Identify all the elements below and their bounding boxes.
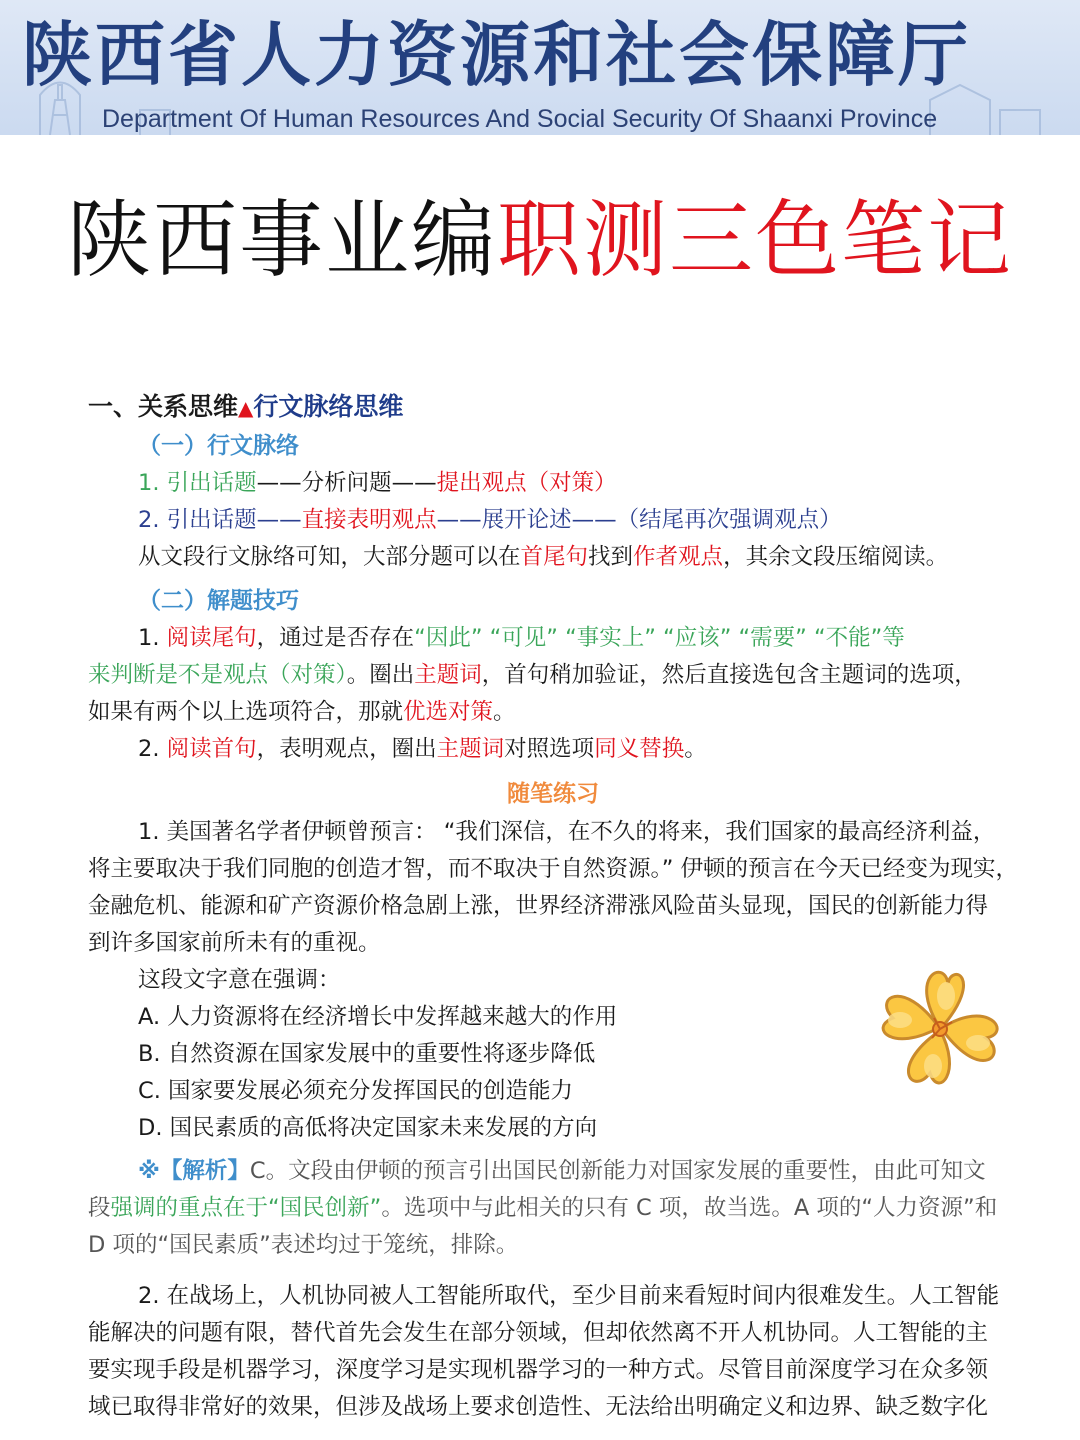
analysis-l2b: 强调的重点在于“国民创新” bbox=[110, 1195, 382, 1221]
tip1-j: 优选对策 bbox=[403, 699, 494, 725]
flow-item-2-b: 直接表明观点 bbox=[301, 507, 437, 533]
option-b: B. 自然资源在国家发展中的重要性将逐步降低 bbox=[138, 1041, 596, 1067]
flow-item-1-a: 1. 引出话题 bbox=[138, 470, 257, 496]
q1-line: 将主要取决于我们同胞的创造才智，而不取决于自然资源。” 伊顿的预言在今天已经变为现实， bbox=[88, 856, 1019, 882]
tip1-k: 。 bbox=[493, 699, 516, 725]
analysis-label: ※【解析】 bbox=[138, 1158, 250, 1184]
subsection-heading-2: （二）解题技巧 bbox=[138, 588, 299, 614]
flow-item-2-c: ——展开论述——（结尾再次强调观点） bbox=[436, 507, 842, 533]
q1-line: 1. 美国著名学者伊顿曾预言： “我们深信，在不久的将来，我们国家的最高经济利益， bbox=[138, 819, 996, 845]
q2-line: 要实现手段是机器学习，深度学习是实现机器学习的一种方式。尽管目前深度学习在众多领 bbox=[88, 1357, 989, 1383]
title-red-part: 职测三色笔记 bbox=[497, 191, 1014, 289]
analysis-l1: C。文段由伊顿的预言引出国民创新能力对国家发展的重要性，由此可知文 bbox=[249, 1158, 986, 1184]
triangle-icon: ▲ bbox=[238, 396, 254, 420]
notes-content bbox=[88, 388, 1018, 1426]
analysis-line-2 bbox=[88, 1190, 1018, 1227]
subsection-heading-1: （一）行文脉络 bbox=[138, 433, 299, 459]
page-title bbox=[0, 190, 1080, 290]
header-banner bbox=[0, 0, 1080, 135]
flow-item-2 bbox=[88, 502, 1018, 539]
tip2-b: 阅读首句 bbox=[166, 736, 257, 762]
flow-item-1-b: ——分析问题—— bbox=[256, 470, 437, 496]
summary-a: 从文段行文脉络可知，大部分题可以在 bbox=[138, 544, 521, 570]
option-c: C. 国家要发展必须充分发挥国民的创造能力 bbox=[138, 1078, 574, 1104]
tip2-c: ，表明观点，圈出 bbox=[256, 736, 437, 762]
flow-item-1 bbox=[88, 465, 1018, 502]
option-d: D. 国民素质的高低将决定国家未来发展的方向 bbox=[138, 1115, 598, 1141]
q2-line: 域已取得非常好的效果，但涉及战场上要求创造性、无法给出明确定义和边界、缺乏数字化 bbox=[88, 1394, 989, 1420]
tip1-g: 主题词 bbox=[414, 662, 482, 688]
analysis-line-1 bbox=[88, 1153, 1018, 1190]
flow-item-1-c: 提出观点（对策） bbox=[436, 470, 617, 496]
q2-line: 能解决的问题有限，替代首先会发生在部分领域，但却依然离不开人机协同。人工智能的主 bbox=[88, 1320, 989, 1346]
section-heading-blue: 行文脉络思维 bbox=[253, 392, 404, 421]
q2-line: 2. 在战场上，人机协同被人工智能所取代，至少目前来看短时间内很难发生。人工智能 bbox=[138, 1283, 1000, 1309]
section-heading bbox=[88, 388, 1018, 427]
summary-b: 首尾句 bbox=[520, 544, 589, 570]
banner-subtitle: Department Of Human Resources And Social Security Of Shaanxi Province bbox=[102, 105, 938, 133]
summary-c: 找到 bbox=[588, 544, 634, 570]
section-heading-prefix: 一、关系思维 bbox=[88, 392, 239, 421]
tip1-d: “因此” “可见” “事实上” “应该” “需要” “不能”等 bbox=[414, 625, 905, 651]
tip1-c: ，通过是否存在 bbox=[256, 625, 415, 651]
tip2-e: 对照选项 bbox=[504, 736, 595, 762]
tip1-f: 。圈出 bbox=[346, 662, 415, 688]
flow-summary bbox=[88, 539, 1018, 576]
summary-e: ，其余文段压缩阅读。 bbox=[723, 544, 949, 570]
tip1-a: 1. bbox=[138, 625, 167, 651]
tip2-g: 。 bbox=[684, 736, 707, 762]
practice-title: 随笔练习 bbox=[507, 781, 599, 807]
tip-1-line-3 bbox=[88, 694, 1018, 731]
analysis-l2c: 。选项中与此相关的只有 C 项，故当选。A 项的“人力资源”和 bbox=[381, 1195, 998, 1221]
title-black-part: 陕西事业编 bbox=[66, 191, 497, 289]
tip2-d: 主题词 bbox=[436, 736, 505, 762]
tip2-f: 同义替换 bbox=[594, 736, 685, 762]
q1-line: 金融危机、能源和矿产资源价格急剧上涨，世界经济滞涨风险苗头显现，国民的创新能力得 bbox=[88, 893, 989, 919]
q1-prompt: 这段文字意在强调： bbox=[138, 967, 341, 993]
tip1-i: 如果有两个以上选项符合，那就 bbox=[88, 699, 404, 725]
option-a: A. 人力资源将在经济增长中发挥越来越大的作用 bbox=[138, 1004, 618, 1030]
tip-2 bbox=[88, 731, 1018, 768]
tip1-e: 来判断是不是观点（对策） bbox=[88, 662, 347, 688]
flower-sticker-icon bbox=[868, 958, 1013, 1098]
q1-line: 到许多国家前所未有的重视。 bbox=[88, 930, 381, 956]
tip-1-line-1 bbox=[88, 620, 1018, 657]
banner-title: 陕西省人力资源和社会保障厅 bbox=[22, 14, 971, 96]
summary-d: 作者观点 bbox=[633, 544, 724, 570]
tip1-h: ，首句稍加验证，然后直接选包含主题词的选项， bbox=[481, 662, 977, 688]
analysis-line-3: D 项的“国民素质”表述均过于笼统，排除。 bbox=[88, 1232, 519, 1258]
tip1-b: 阅读尾句 bbox=[166, 625, 257, 651]
tip-1-line-2 bbox=[88, 657, 1018, 694]
tip2-a: 2. bbox=[138, 736, 167, 762]
flow-item-2-a: 2. 引出话题—— bbox=[138, 507, 302, 533]
analysis-l2a: 段 bbox=[88, 1195, 111, 1221]
